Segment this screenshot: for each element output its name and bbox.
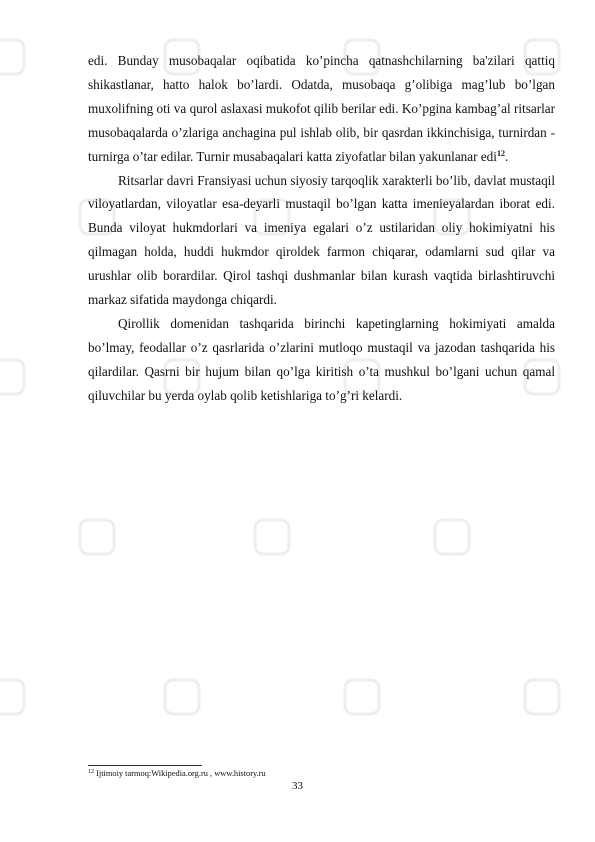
page-number: 33 — [292, 780, 303, 792]
paragraph-1 — [88, 49, 555, 169]
paragraph-1-tail: . — [504, 148, 509, 164]
paragraph-1-text: edi. Bunday musobaqalar oqibatida ko’pincha qatnashchilarning ba'zilari qattiq shikastlanar, hatto halok bo’lardi. Odatda, musobaqa g’olibiga mag’lub bo’lgan muxolifning oti va qurol aslaxasi mukofot qilib berilar edi. Ko’pgina kambag’al ritsarlar musobaqalarda o’zlariga anchagina pul ishlab olib, bir qasrdan ikkinchisiga, turnirdan - turnirga o’tar edilar. Turnir musabaqalari katta ziyofatlar bilan yakunlanar edi — [88, 53, 555, 164]
paragraph-3: Qirollik domenidan tashqarida birinchi kapetinglarning hokimiyati amalda bo’lmay, feodallar o’z qasrlarida o’zlarini mutloqo mustaqil va jazodan tashqarida his qilardilar. Qasrni bir hujum bilan qo’lga kiritish o’ta mushkul bo’lgani uchun qamal qiluvchilar bu yerda oylab qolib ketishlariga to’g’ri kelardi. — [88, 315, 555, 403]
footnote-reference[interactable]: 12 — [496, 148, 505, 158]
footnote-number: 12 — [88, 769, 94, 775]
footnote — [88, 768, 266, 779]
body-text — [88, 49, 555, 408]
footnote-divider — [88, 765, 202, 766]
paragraph-2: Ritsarlar davri Fransiyasi uchun siyosiy tarqoqlik xarakterli bo’lib, davlat mustaqil viloyatlardan, viloyatlar esa-deyarli mustaqil bo’lgan katta imenieyalardan iborat edi. Bunda viloyat hukmdorlari va imeniya egalari o’z ustilaridan oliy hokimiyatni his qilmagan holda, huddi hukmdor qiroldek farmon chiqarar, odamlarni sud qilar va urushlar olib borardilar. Qirol tashqi dushmanlar bilan kurash vaqtida birlashtiruvchi markaz sifatida maydonga chiqardi. — [88, 172, 555, 308]
footnote-text: Ijtimoiy tarmoq:Wikipedia.org.ru , www.history.ru — [94, 769, 266, 778]
